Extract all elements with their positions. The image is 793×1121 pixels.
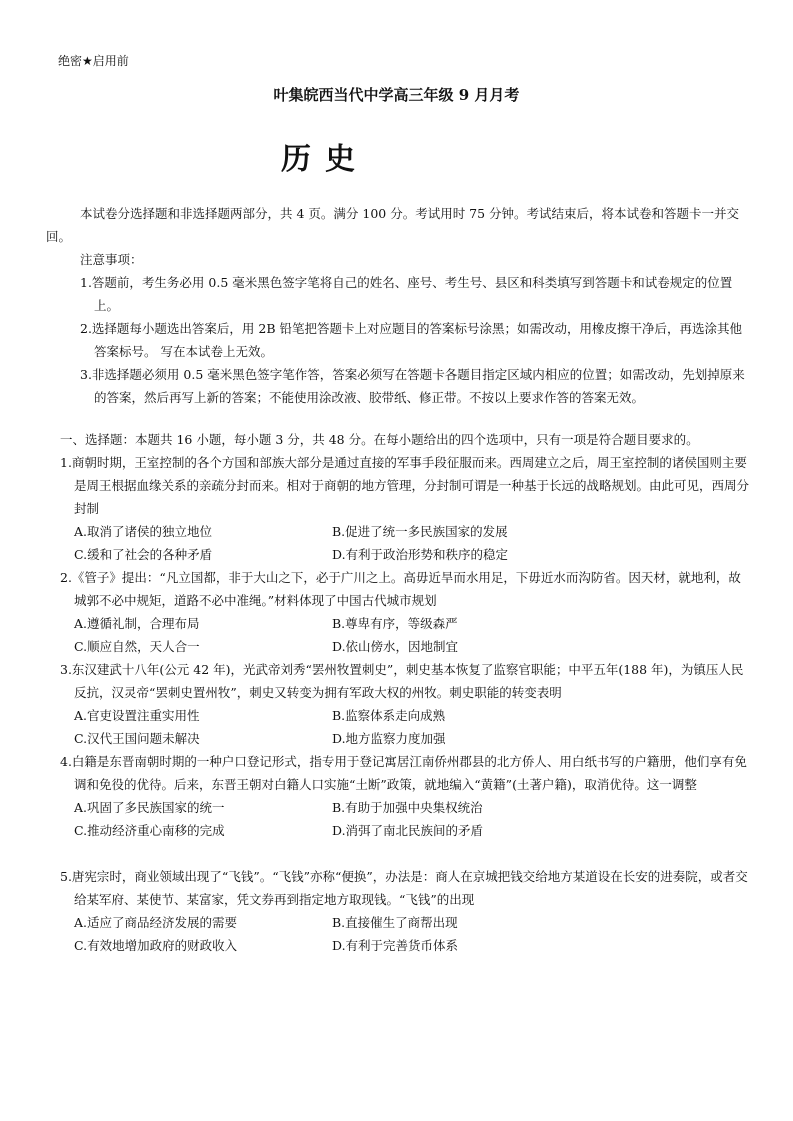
option-c: C.汉代王国问题未解决 [74, 731, 200, 746]
question-2 [60, 566, 750, 658]
option-d: D.有利于政治形势和秩序的稳定 [332, 547, 509, 562]
exam-instructions: 本试卷分选择题和非选择题两部分，共 4 页。满分 100 分。考试用时 75 分钟。考试结束后，将本试卷和答题卡一并交回。 [46, 206, 740, 244]
question-options [60, 612, 750, 658]
note-item: 2.选择题每小题选出答案后，用 2B 铅笔把答题卡上对应题目的答案标号涂黑；如需改动，用橡皮擦干净后，再选涂其他答案标号。 写在本试卷上无效。 [80, 321, 743, 359]
option-c: C.推动经济重心南移的完成 [74, 823, 225, 838]
option-b: B.尊卑有序，等级森严 [332, 616, 458, 631]
option-c: C.缓和了社会的各种矛盾 [74, 547, 213, 562]
option-b: B.直接催生了商帮出现 [332, 915, 458, 930]
question-options [60, 520, 750, 566]
question-options [60, 796, 750, 842]
option-d: D.地方监察力度加强 [332, 731, 446, 746]
question-stem: 2.《管子》提出：“凡立国都，非于大山之下，必于广川之上。高毋近旱而水用足，下毋近水而沟防省。因天材，就地利，故城郭不必中规矩，道路不必中准绳。”材料体现了中国古代城市规划 [60, 570, 741, 608]
option-d: D.消弭了南北民族间的矛盾 [332, 823, 484, 838]
question-1 [60, 451, 750, 566]
exam-title: 叶集皖西当代中学高三年级 9 月月考 [273, 86, 520, 104]
option-b: B.有助于加强中央集权统治 [332, 800, 483, 815]
subject-title: 历史 [281, 142, 369, 177]
option-b: B.促进了统一多民族国家的发展 [332, 524, 508, 539]
option-d: D.有利于完善货币体系 [332, 938, 459, 953]
option-c: C.顺应自然，天人合一 [74, 639, 200, 654]
option-d: D.依山傍水，因地制宜 [332, 639, 459, 654]
note-item: 1.答题前，考生务必用 0.5 毫米黑色签字笔将自己的姓名、座号、考生号、县区和科类填写到答题卡和试卷规定的位置上。 [80, 275, 733, 313]
section-heading: 一、选择题：本题共 16 小题，每小题 3 分，共 48 分。在每小题给出的四个选项中，只有一项是符合题目要求的。 [60, 432, 699, 447]
confidential-label: 绝密★启用前 [58, 54, 129, 68]
option-a: A.官吏设置注重实用性 [74, 708, 200, 723]
option-c: C.有效地增加政府的财政收入 [74, 938, 238, 953]
question-stem: 4.白籍是东晋南朝时期的一种户口登记形式，指专用于登记寓居江南侨州郡县的北方侨人、用白纸书写的户籍册，他们享有免调和免役的优待。后来，东晋王朝对白籍人口实施“土断”政策，就地编入“黄籍”(土著户籍)，取消优待。这一调整 [60, 754, 747, 792]
question-stem: 1.商朝时期，王室控制的各个方国和部族大部分是通过直接的军事手段征服而来。西周建立之后，周王室控制的诸侯国则主要是周王根据血缘关系的亲疏分封而来。相对于商朝的地方管理，分封制可谓是一种基于长远的战略规划。由此可见，西周分封制 [60, 455, 750, 516]
option-a: A.取消了诸侯的独立地位 [74, 524, 213, 539]
note-item: 3.非选择题必须用 0.5 毫米黑色签字笔作答，答案必须写在答题卡各题目指定区域内相应的位置；如需改动，先划掉原来的答案，然后再写上新的答案；不能使用涂改液、胶带纸、修正带。不按以上要求作答的答案无效。 [80, 367, 745, 405]
question-stem: 5.唐宪宗时，商业领域出现了“飞钱”。“飞钱”亦称“便换”，办法是：商人在京城把钱交给地方某道设在长安的进奏院，或者交给某军府、某使节、某富家，凭文券再到指定地方取现钱。“飞钱”的出现 [60, 869, 748, 907]
option-a: A.适应了商品经济发展的需要 [74, 915, 238, 930]
notes-title: 注意事项： [80, 252, 143, 267]
option-b: B.监察体系走向成熟 [332, 708, 446, 723]
option-a: A.遵循礼制，合理布局 [74, 616, 200, 631]
question-5 [60, 865, 750, 957]
question-options [60, 911, 750, 957]
option-a: A.巩固了多民族国家的统一 [74, 800, 225, 815]
question-stem: 3.东汉建武十八年(公元 42 年)，光武帝刘秀“罢州牧置刺史”，刺史基本恢复了监察官职能；中平五年(188 年)，为镇压人民反抗，汉灵帝“罢刺史置州牧”，刺史又转变为拥有军政大权的州牧。刺史职能的转变表明 [60, 662, 744, 700]
notes-block [46, 248, 746, 409]
question-options [60, 704, 750, 750]
question-3 [60, 658, 750, 750]
question-4 [60, 750, 750, 842]
